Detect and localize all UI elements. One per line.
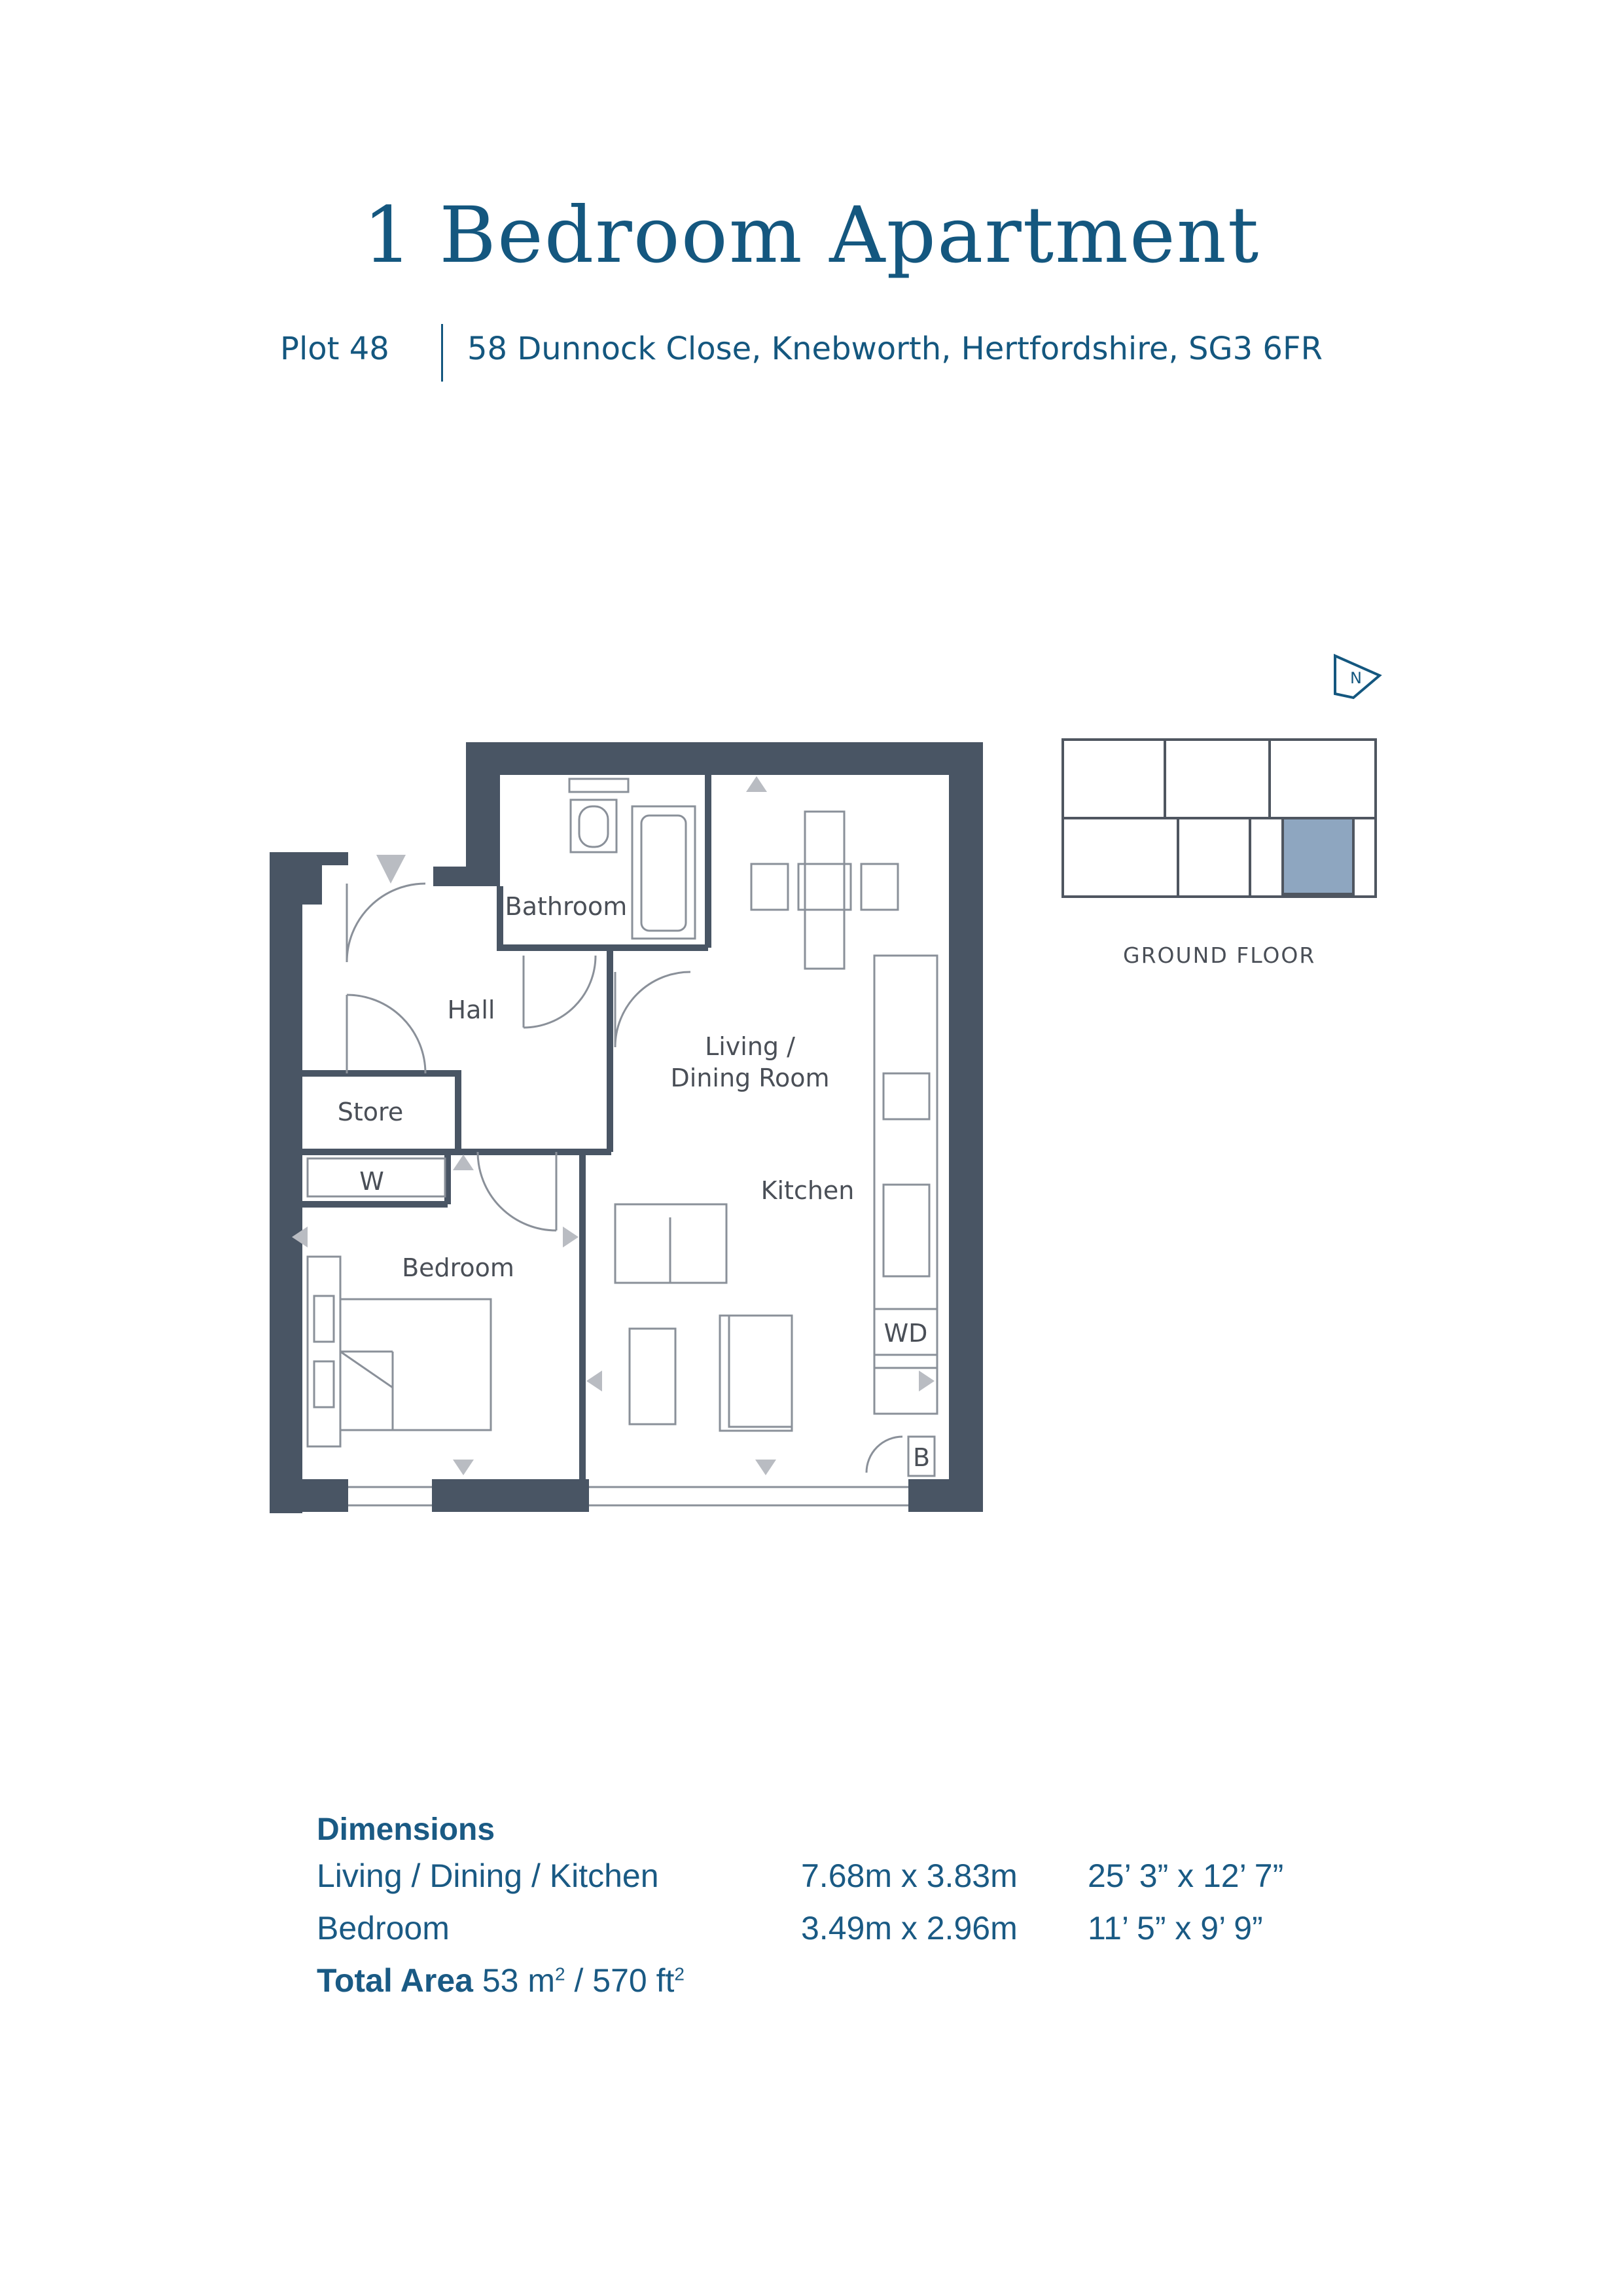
svg-text:N: N [1350,669,1362,687]
room-label-dining: Dining Room [670,1064,830,1092]
dimensions-panel [317,1812,1284,2000]
room-label-living: Living / [705,1032,795,1061]
dimension-row [317,1857,1284,1909]
total-area [317,1962,685,2000]
room-label-bedroom: Bedroom [402,1253,514,1282]
total-area-imperial: 570 ft [592,1962,675,1999]
dimensions-heading: Dimensions [317,1812,495,1847]
room-label-wardrobe: W [359,1167,384,1196]
room-label-bathroom: Bathroom [505,892,628,921]
room-label-boiler: B [912,1443,931,1472]
dimension-room: Living / Dining / Kitchen [317,1857,659,1894]
key-plan-label: GROUND FLOOR [1123,942,1316,968]
total-area-label: Total Area [317,1962,473,1999]
dimension-imperial: 25’ 3” x 12’ 7” [1088,1857,1284,1894]
north-icon [1335,656,1380,698]
key-plan [1063,740,1376,897]
room-label-kitchen: Kitchen [760,1176,855,1205]
room-label-washer-dryer: WD [883,1319,928,1348]
room-label-hall: Hall [447,996,495,1024]
dimension-room: Bedroom [317,1910,450,1946]
total-area-metric: 53 m [482,1962,556,1999]
dimension-metric: 7.68m x 3.83m [801,1857,1018,1894]
page-title: 1 Bedroom Apartment [363,190,1260,280]
total-area-separator: / [565,1962,593,1999]
address: 58 Dunnock Close, Knebworth, Hertfordshire, SG3 6FR [467,331,1323,367]
total-area-imperial-superscript: 2 [674,1964,685,1984]
dimension-row [317,1909,1263,1962]
room-label-store: Store [337,1098,404,1126]
plot-number: Plot 48 [280,331,389,367]
dimension-metric: 3.49m x 2.96m [801,1910,1018,1946]
total-area-metric-superscript: 2 [555,1964,565,1984]
dimension-imperial: 11’ 5” x 9’ 9” [1088,1910,1263,1946]
